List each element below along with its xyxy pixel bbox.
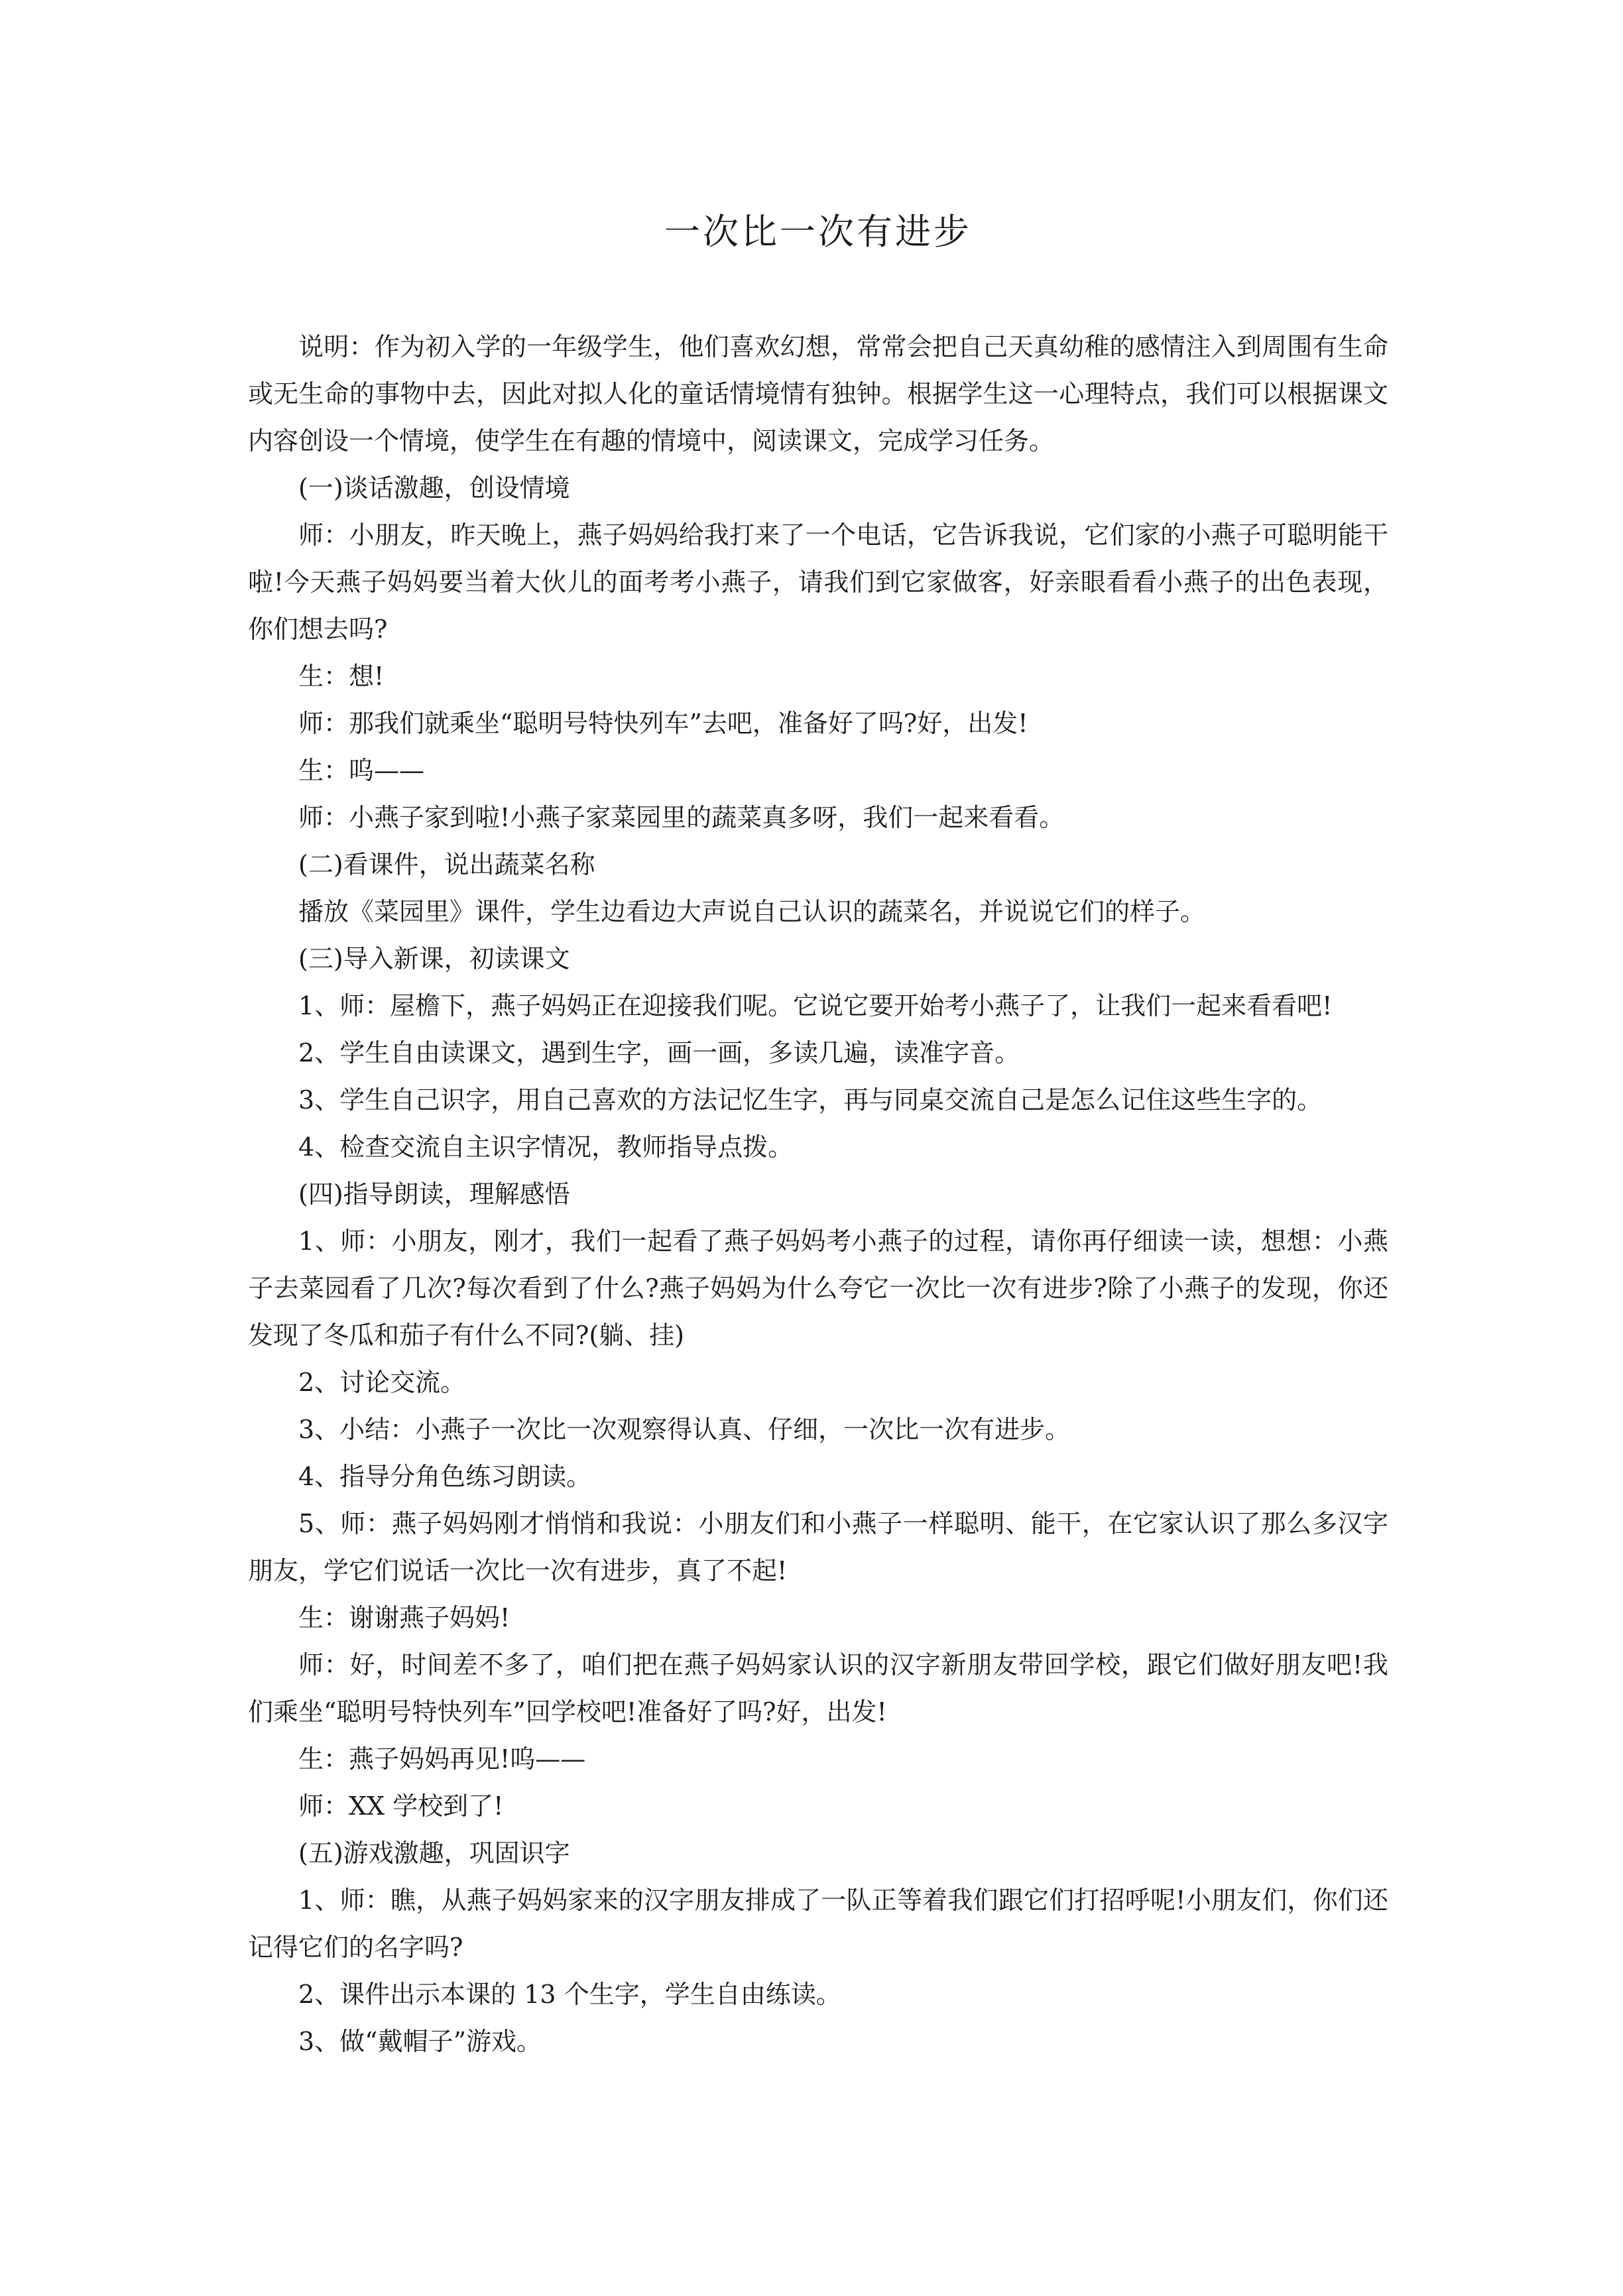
paragraph: 播放《菜园里》课件，学生边看边大声说自己认识的蔬菜名，并说说它们的样子。 [298,897,1206,926]
paragraph-intro: 说明：作为初入学的一年级学生，他们喜欢幻想，常常会把自己天真幼稚的感情注入到周围有生命或无生命的事物中去，因此对拟人化的童话情境情有独钟。根据学生这一心理特点，我们可以根据课文内容创设一个情境，使学生在有趣的情境中，阅读课文，完成学习任务。 [248,332,1388,455]
paragraph: 5、师：燕子妈妈刚才悄悄和我说：小朋友们和小燕子一样聪明、能干，在它家认识了那么多汉字朋友，学它们说话一次比一次有进步，真了不起! [248,1509,1388,1585]
paragraph: 生：燕子妈妈再见!呜—— [298,1744,586,1774]
paragraph: 师：好，时间差不多了，咱们把在燕子妈妈家认识的汉字新朋友带回学校，跟它们做好朋友吧!我们乘坐“聪明号特快列车”回学校吧!准备好了吗?好，出发! [248,1650,1388,1726]
section-heading-3: (三)导入新课，初读课文 [298,944,570,973]
document-body [248,324,1388,2065]
paragraph: 2、课件出示本课的 13 个生字，学生自由练读。 [298,1980,841,2009]
paragraph: 生：呜—— [298,756,425,785]
section-heading-4: (四)指导朗读，理解感悟 [298,1179,570,1209]
paragraph: 2、学生自由读课文，遇到生字，画一画，多读几遍，读准字音。 [298,1038,1020,1067]
paragraph: 生：谢谢燕子妈妈! [298,1603,511,1632]
paragraph: 师：XX 学校到了! [298,1791,504,1821]
paragraph: 1、师：屋檐下，燕子妈妈正在迎接我们呢。它说它要开始考小燕子了，让我们一起来看看吧! [298,991,1333,1020]
paragraph: 4、检查交流自主识字情况，教师指导点拨。 [298,1132,794,1162]
paragraph: 师：那我们就乘坐“聪明号特快列车”去吧，准备好了吗?好，出发! [298,709,1028,738]
paragraph: 1、师：瞧，从燕子妈妈家来的汉字朋友排成了一队正等着我们跟它们打招呼呢!小朋友们，你们还记得它们的名字吗? [248,1886,1388,1962]
section-heading-1: (一)谈话激趣，创设情境 [298,473,570,503]
paragraph: 3、做“戴帽子”游戏。 [298,2027,542,2056]
paragraph: 3、小结：小燕子一次比一次观察得认真、仔细，一次比一次有进步。 [298,1415,1071,1444]
document-page [248,206,1388,2065]
paragraph: 4、指导分角色练习朗读。 [298,1462,592,1491]
paragraph: 生：想! [298,662,385,691]
paragraph: 师：小朋友，昨天晚上，燕子妈妈给我打来了一个电话，它告诉我说，它们家的小燕子可聪明能干啦!今天燕子妈妈要当着大伙儿的面考考小燕子，请我们到它家做客，好亲眼看看小燕子的出色表现，你们想去吗? [248,520,1388,644]
section-heading-2: (二)看课件，说出蔬菜名称 [298,850,595,879]
paragraph: 2、讨论交流。 [298,1368,466,1397]
document-title: 一次比一次有进步 [664,211,972,253]
paragraph: 1、师：小朋友，刚才，我们一起看了燕子妈妈考小燕子的过程，请你再仔细读一读，想想：小燕子去菜园看了几次?每次看到了什么?燕子妈妈为什么夸它一次比一次有进步?除了小燕子的发现，你还发现了冬瓜和茄子有什么不同?(躺、挂) [248,1227,1388,1350]
paragraph: 3、学生自己识字，用自己喜欢的方法记忆生字，再与同桌交流自己是怎么记住这些生字的。 [298,1085,1323,1115]
paragraph: 师：小燕子家到啦!小燕子家菜园里的蔬菜真多呀，我们一起来看看。 [298,803,1065,832]
section-heading-5: (五)游戏激趣，巩固识字 [298,1839,570,1868]
